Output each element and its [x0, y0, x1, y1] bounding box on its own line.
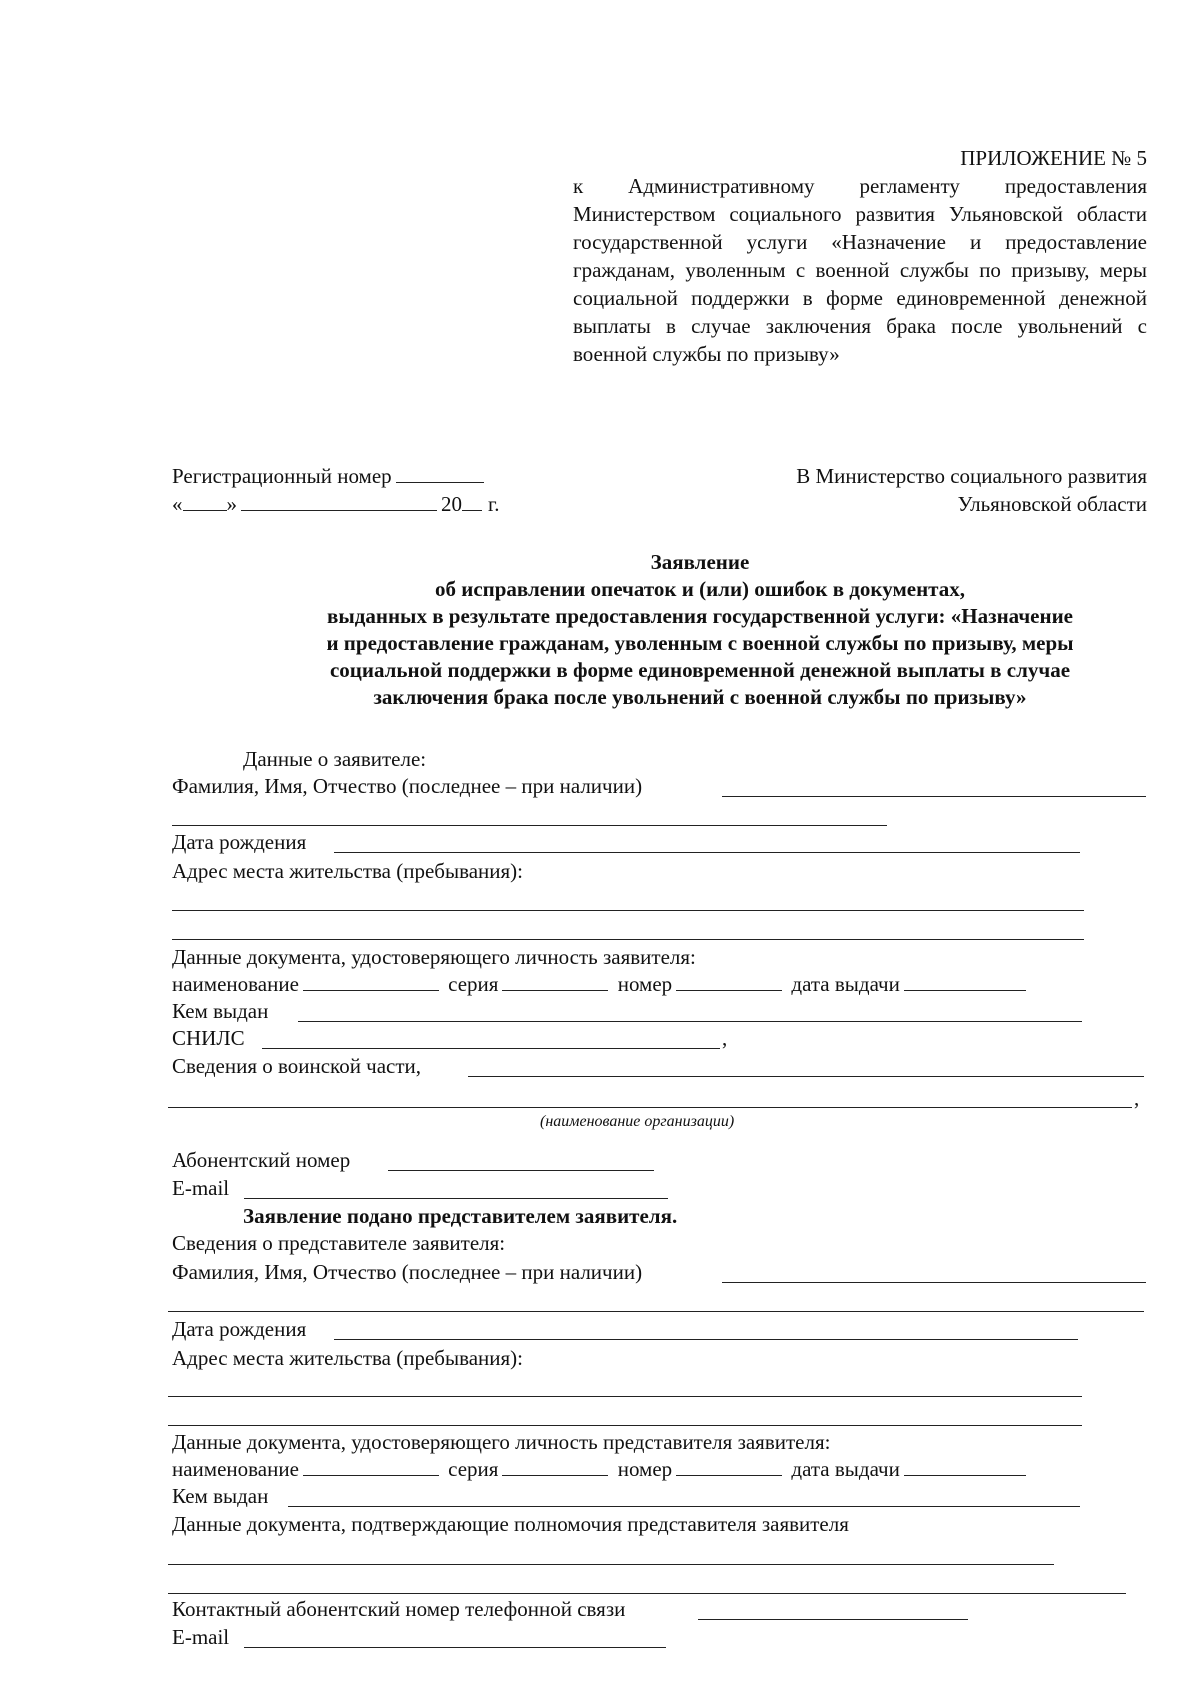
applicant-doc-row — [172, 971, 1030, 997]
representative-email-label: E-mail — [172, 1625, 230, 1649]
representative-authority-field-1[interactable] — [168, 1564, 1054, 1565]
applicant-email-field[interactable] — [244, 1198, 668, 1199]
document-heading — [200, 549, 1200, 711]
representative-doc-name-label: наименование — [172, 1457, 299, 1481]
applicant-address-field-1[interactable] — [172, 910, 1084, 911]
representative-doc-number-field[interactable] — [676, 1456, 782, 1476]
applicant-doc-number-field[interactable] — [676, 971, 782, 991]
applicant-issued-by-field[interactable] — [298, 1021, 1082, 1022]
applicant-email-label: E-mail — [172, 1176, 230, 1200]
applicant-birth-label: Дата рождения — [172, 830, 307, 854]
representative-phone-label: Контактный абонентский номер телефонной связи — [172, 1597, 626, 1621]
heading-line-5: социальной поддержки в форме единовременной денежной выплаты в случае — [329, 658, 1071, 682]
year-prefix: 20 — [441, 492, 462, 516]
representative-birth-label: Дата рождения — [172, 1317, 307, 1341]
applicant-fio-label: Фамилия, Имя, Отчество (последнее – при наличии) — [172, 774, 643, 798]
applicant-address-field-2[interactable] — [172, 939, 1084, 940]
representative-phone-field[interactable] — [698, 1619, 968, 1620]
heading-line-1: Заявление — [650, 550, 750, 574]
representative-issued-by-label: Кем выдан — [172, 1484, 269, 1508]
representative-address-field-2[interactable] — [168, 1425, 1082, 1426]
applicant-doc-date-field[interactable] — [904, 971, 1026, 991]
representative-doc-title: Данные документа, удостоверяющего личность представителя заявителя: — [172, 1430, 831, 1454]
applicant-organization-field[interactable] — [168, 1107, 1132, 1108]
applicant-doc-series-field[interactable] — [502, 971, 608, 991]
addressee-line-1: В Министерство социального развития — [796, 464, 1147, 488]
applicant-section-title: Данные о заявителе: — [243, 747, 427, 771]
representative-issued-by-field[interactable] — [288, 1506, 1080, 1507]
applicant-address-label: Адрес места жительства (пребывания): — [172, 859, 524, 883]
heading-line-6: заключения брака после увольнений с военной службы по призыву» — [373, 685, 1027, 709]
organization-caption: (наименование организации) — [540, 1113, 735, 1130]
appendix-block — [573, 144, 1147, 368]
year-suffix: г. — [488, 492, 500, 516]
representative-authority-label: Данные документа, подтверждающие полномочия представителя заявителя — [172, 1512, 849, 1536]
applicant-phone-label: Абонентский номер — [172, 1148, 351, 1172]
registration-number-field[interactable] — [396, 463, 484, 483]
applicant-snils-suffix: , — [722, 1026, 728, 1050]
heading-line-2: об исправлении опечаток и (или) ошибок в документах, — [434, 577, 965, 601]
representative-email-field[interactable] — [244, 1647, 666, 1648]
representative-submitted-note: Заявление подано представителем заявителя. — [243, 1204, 678, 1228]
applicant-fio-field[interactable] — [722, 796, 1146, 797]
applicant-doc-number-label: номер — [617, 972, 673, 996]
date-open-quote: « — [172, 492, 183, 516]
registration-number-label: Регистрационный номер — [172, 464, 392, 488]
representative-doc-number-label: номер — [617, 1457, 673, 1481]
applicant-issued-by-label: Кем выдан — [172, 999, 269, 1023]
registration-block — [172, 462, 500, 518]
representative-doc-series-field[interactable] — [502, 1456, 608, 1476]
addressee-block — [796, 462, 1147, 518]
applicant-doc-title: Данные документа, удостоверяющего личность заявителя: — [172, 945, 696, 969]
representative-address-field-1[interactable] — [168, 1396, 1082, 1397]
applicant-snils-field[interactable] — [262, 1048, 720, 1049]
addressee-line-2: Ульяновской области — [957, 492, 1147, 516]
representative-doc-row — [172, 1456, 1030, 1482]
applicant-phone-field[interactable] — [388, 1170, 654, 1171]
representative-fio-label: Фамилия, Имя, Отчество (последнее – при наличии) — [172, 1260, 643, 1284]
representative-fio-field-2[interactable] — [168, 1311, 1144, 1312]
registration-day-field[interactable] — [183, 491, 227, 511]
applicant-doc-date-label: дата выдачи — [791, 972, 900, 996]
appendix-title: ПРИЛОЖЕНИЕ № 5 — [960, 146, 1147, 170]
registration-month-field[interactable] — [241, 491, 437, 511]
representative-fio-field[interactable] — [722, 1282, 1146, 1283]
applicant-fio-field-2[interactable] — [172, 825, 887, 826]
applicant-doc-name-label: наименование — [172, 972, 299, 996]
applicant-military-label: Сведения о воинской части, — [172, 1054, 422, 1078]
appendix-text: к Административному регламенту предоставления Министерством социального развития Ульяновской области государственной услуги «Назначение и предоставление гражданам, уволенным с военной службы по призыву, меры социальной поддержки в форме единовременной денежной выплаты в случае заключения брака после увольнений с военной службы по призыву» — [573, 174, 1147, 366]
representative-doc-series-label: серия — [448, 1457, 499, 1481]
representative-authority-field-2[interactable] — [168, 1593, 1126, 1594]
applicant-military-field[interactable] — [468, 1076, 1144, 1077]
applicant-doc-series-label: серия — [448, 972, 499, 996]
representative-doc-name-field[interactable] — [303, 1456, 439, 1476]
heading-line-4: и предоставление гражданам, уволенным с военной службы по призыву, меры — [326, 631, 1074, 655]
representative-address-label: Адрес места жительства (пребывания): — [172, 1346, 524, 1370]
applicant-military-suffix: , — [1134, 1086, 1140, 1110]
heading-line-3: выданных в результате предоставления государственной услуги: «Назначение — [326, 604, 1074, 628]
representative-section-title: Сведения о представителе заявителя: — [172, 1231, 506, 1255]
representative-doc-date-field[interactable] — [904, 1456, 1026, 1476]
applicant-snils-label: СНИЛС — [172, 1026, 245, 1050]
applicant-birth-field[interactable] — [334, 852, 1080, 853]
applicant-doc-name-field[interactable] — [303, 971, 439, 991]
representative-doc-date-label: дата выдачи — [791, 1457, 900, 1481]
representative-birth-field[interactable] — [334, 1339, 1078, 1340]
registration-year-field[interactable] — [462, 491, 482, 511]
date-close-quote: » — [226, 492, 237, 516]
